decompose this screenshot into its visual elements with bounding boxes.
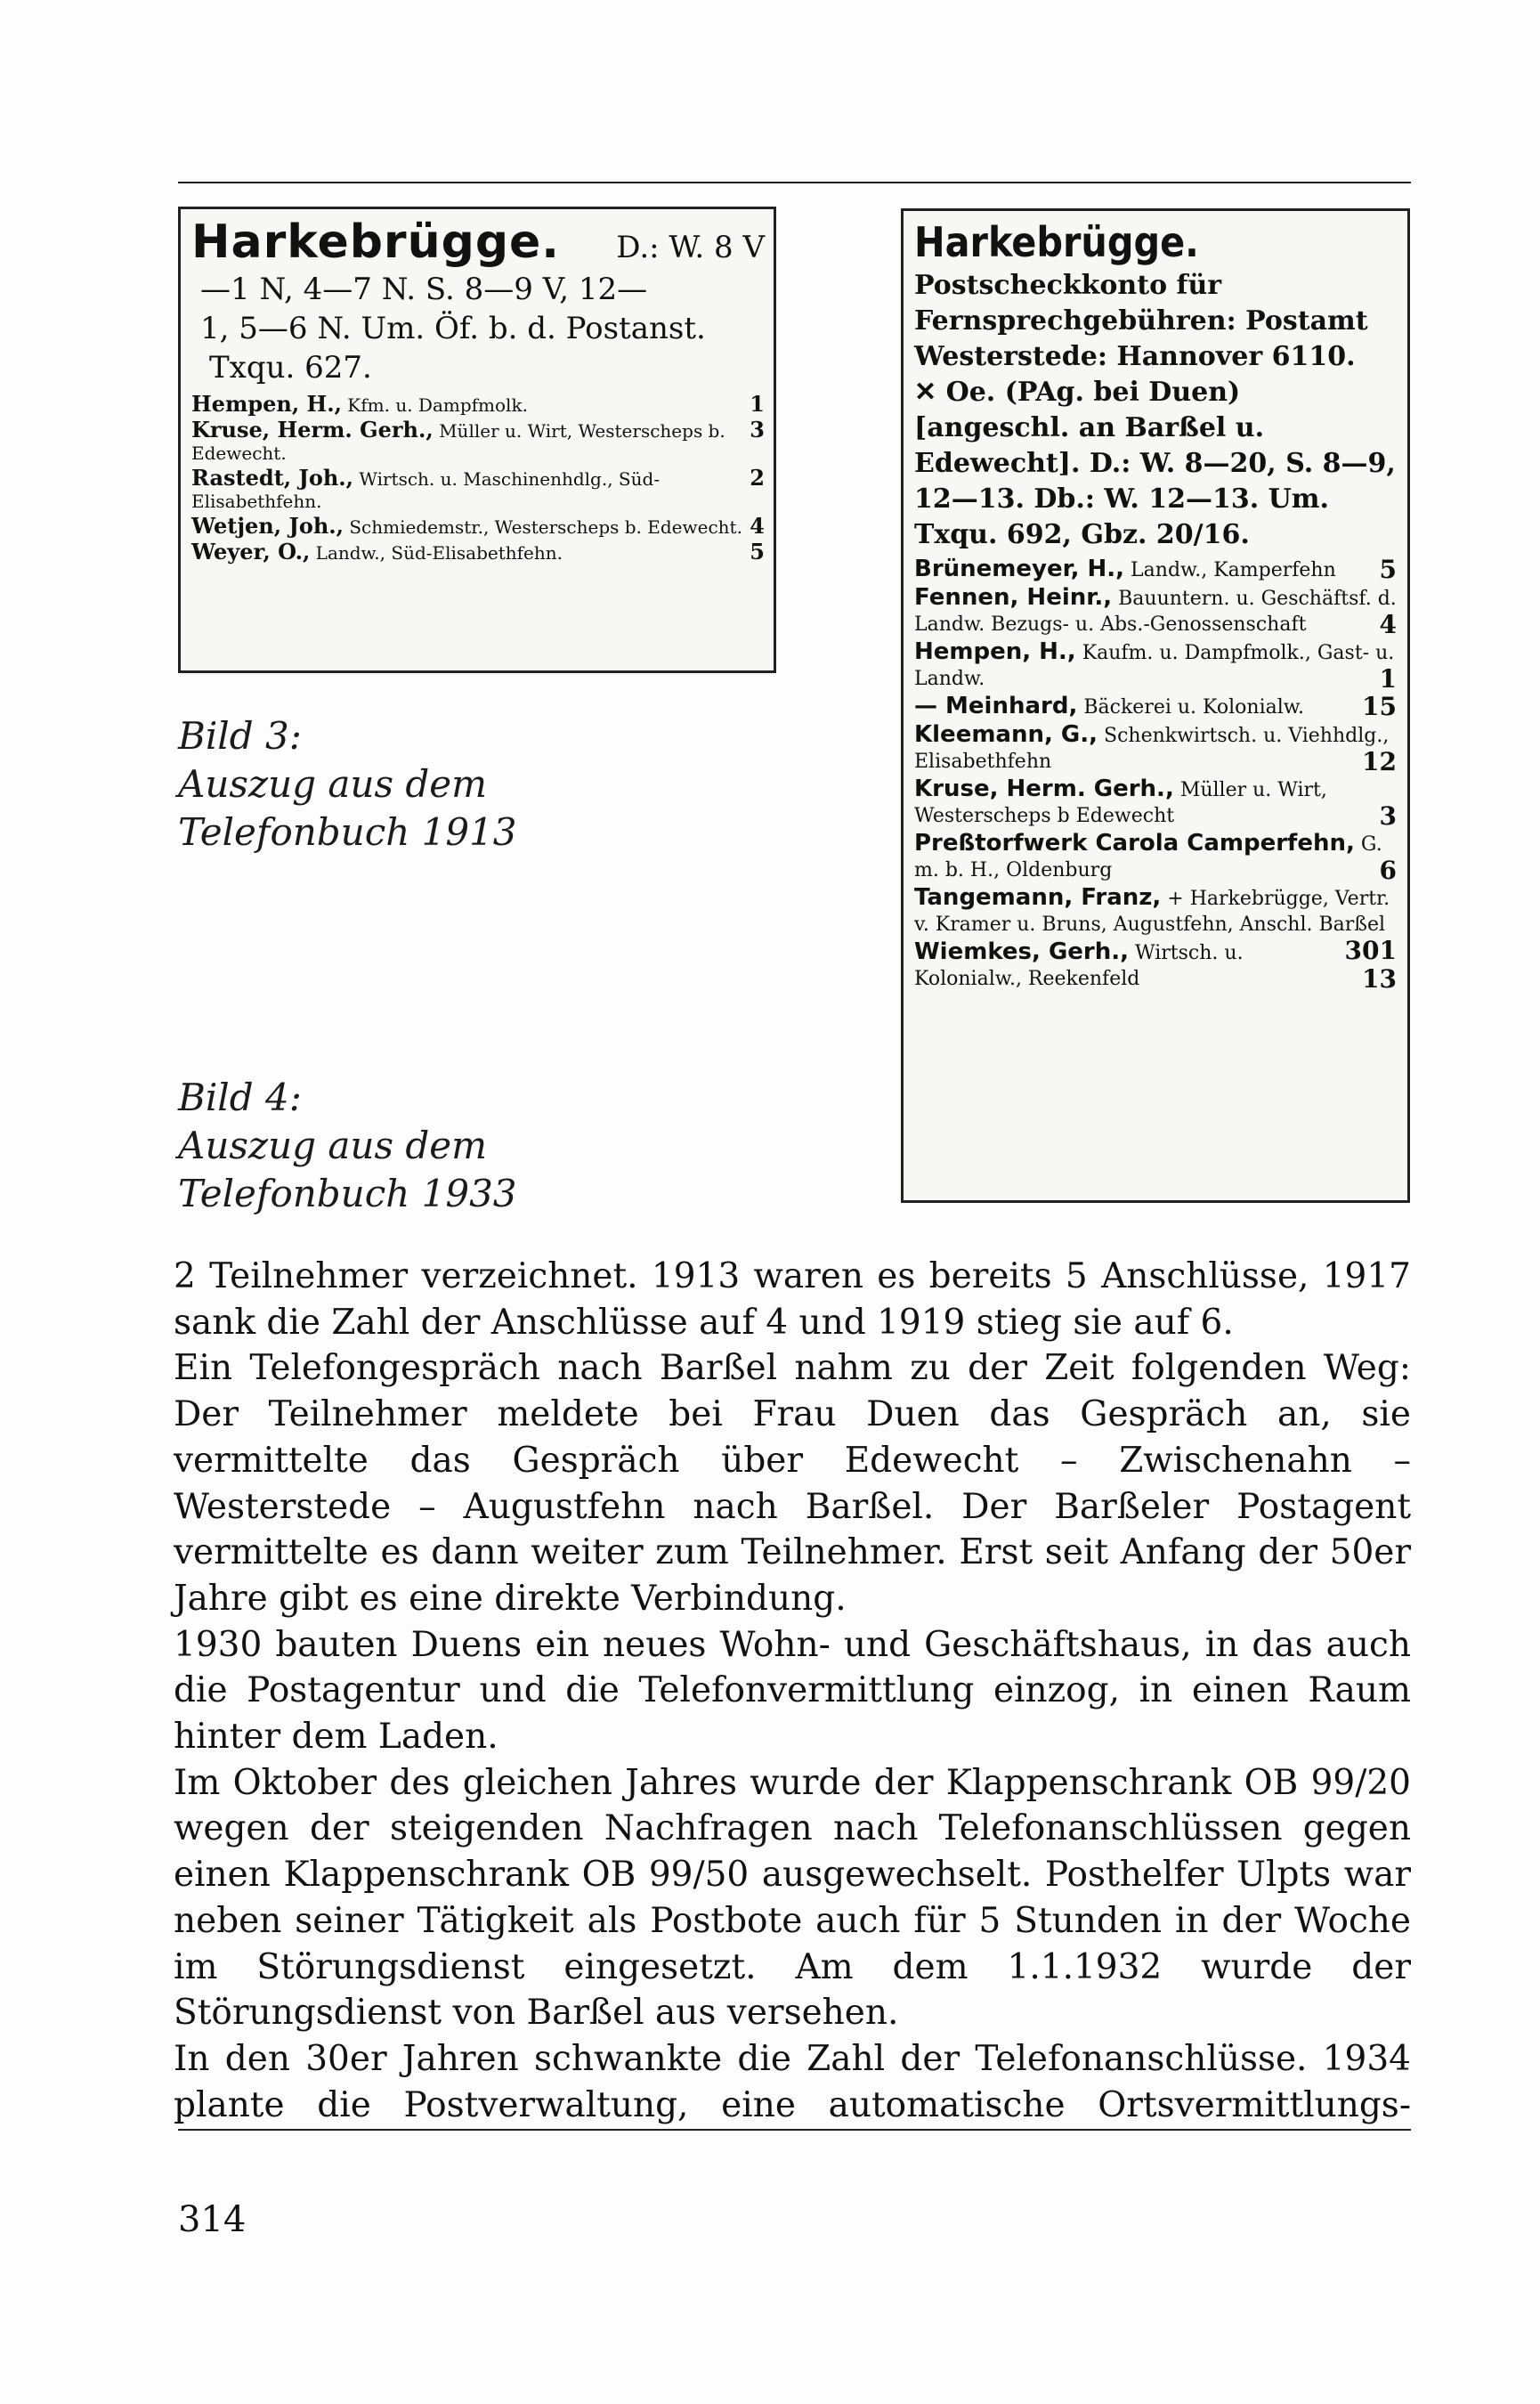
list-item [191, 467, 765, 513]
entry-desc: Wirtsch. u. Kolonialw., Reekenfeld [914, 942, 1244, 990]
list-item [914, 639, 1397, 692]
entry-number: 3 [1379, 801, 1397, 831]
caption-line: Auszug aus dem [178, 1124, 487, 1167]
list-item [914, 694, 1397, 720]
paragraph: Ein Telefongespräch nach Barßel nahm zu der Zeit folgenden Weg: Der Teilnehmer meldete bei Frau Duen das Gespräch an, sie vermittelte das Gespräch über Edewecht – Zwischenahn – Westerstede – Augustfehn nach Barßel. Der Barßeler Postagent vermittelte es dann weiter zum Teilnehmer. Erst seit Anfang der 50er Jahre gibt es eine direkte Verbindung. [174, 1348, 1411, 1619]
clip1-header-line: —1 N, 4—7 N. S. 8—9 V, 12— [200, 272, 648, 307]
entry-name: Kleemann, G., [914, 721, 1098, 748]
clip1-header-line: Txqu. 627. [209, 350, 372, 386]
paragraph: Im Oktober des gleichen Jahres wurde der Klappenschrank OB 99/20 wegen der steigenden Nachfragen nach Telefonanschlüssen gegen einen Klappenschrank OB 99/50 ausgewechselt. Posthelfer Ulpts war neben seiner Tätigkeit als Postbote auch für 5 Stunden in der Woche im Störungsdienst eingesetzt. Am dem 1.1.1932 wurde der Störungsdienst von Barßel aus versehen. [174, 1762, 1411, 2034]
list-item [914, 776, 1397, 829]
list-item [914, 722, 1397, 775]
entry-desc: Schenkwirtsch. u. Viehhdlg., Elisabethfehn [914, 725, 1390, 773]
entry-number: 301 [1344, 936, 1397, 965]
entry-desc: Landw., Süd-Elisabethfehn. [315, 542, 563, 564]
clip1-header-line: 1, 5—6 N. Um. Öf. b. d. Postanst. [200, 311, 706, 346]
entry-number: 12 [1362, 747, 1397, 776]
caption-line: Bild 3: [178, 714, 302, 758]
list-item [191, 515, 765, 539]
list-item [914, 585, 1397, 638]
list-item [191, 418, 765, 465]
caption-bild-4 [178, 1074, 517, 1218]
list-item [914, 831, 1397, 883]
entry-desc: Bäckerei u. Kolonialw. [1083, 696, 1304, 719]
phonebook-1933-clipping [901, 208, 1410, 1203]
entry-desc: Bauuntern. u. Geschäftsf. d. Landw. Bezugs- u. Abs.-Genossenschaft [914, 588, 1397, 636]
entry-number: 1 [1379, 664, 1397, 694]
entry-name: Kruse, Herm. Gerh., [914, 776, 1174, 802]
entry-number: 15 [1362, 692, 1397, 721]
entry-desc: Schmiedemstr., Westerscheps b. Edewecht. [349, 516, 742, 538]
entry-name: Fennen, Heinr., [914, 584, 1113, 611]
caption-line: Auszug aus dem [178, 762, 487, 806]
entry-name: — Meinhard, [914, 693, 1078, 719]
entry-name: Hempen, H., [191, 391, 342, 417]
paragraph: 2 Teilnehmer verzeichnet. 1913 waren es bereits 5 Anschlüsse, 1917 sank die Zahl der Anschlüsse auf 4 und 1919 stieg sie auf 6. [174, 1256, 1411, 1343]
entry-name: Tangemann, Franz, [914, 884, 1162, 911]
caption-bild-3 [178, 712, 517, 857]
caption-line: Telefonbuch 1913 [178, 810, 517, 854]
entry-desc: Wirtsch. u. Maschinenhdlg., Süd-Elisabethfehn. [191, 468, 661, 512]
entry-name: Rastedt, Joh., [191, 465, 354, 491]
entry-name: Brünemeyer, H., [914, 556, 1125, 582]
bottom-rule [178, 2129, 1411, 2131]
page-number: 314 [178, 2199, 247, 2240]
entry-desc: Müller u. Wirt, Westerscheps b. Edewecht. [191, 420, 725, 464]
entry-number: 4 [1379, 610, 1397, 639]
clip1-header-line: D.: W. 8 V [616, 230, 765, 265]
clip2-header-line: Postscheckkonto für Fernsprechgebühren: Postamt Westerstede: Hannover 6110. [914, 270, 1368, 372]
paragraph: 1930 bauten Duens ein neues Wohn- und Geschäftshaus, in das auch die Postagentur und die Telefonvermittlung einzog, in einen Raum hinter dem Laden. [174, 1624, 1411, 1758]
entry-number: 13 [1362, 964, 1397, 994]
list-item [914, 556, 1397, 583]
entry-name: Kruse, Herm. Gerh., [191, 417, 434, 443]
entry-name: Preßtorfwerk Carola Camperfehn, [914, 830, 1355, 857]
list-item [191, 540, 765, 564]
entry-number: 5 [1379, 555, 1397, 584]
paragraph: In den 30er Jahren schwankte die Zahl der Telefonanschlüsse. 1934 plante die Postverwaltung, eine automatische Ortsvermittlungs- [174, 2038, 1411, 2125]
clip2-header-line: ✕ Oe. (PAg. bei Duen) [angeschl. an Barßel u. Edewecht]. D.: W. 8—20, S. 8—9, 12—13. Db.: W. 12—13. Um. Txqu. 692, Gbz. 20/16. [914, 377, 1396, 550]
entry-number: 5 [750, 539, 765, 564]
clip1-title: Harkebrügge. [191, 215, 561, 269]
entry-desc: G. m. b. H., Oldenburg [914, 833, 1382, 881]
entry-number: 1 [750, 391, 765, 417]
top-rule [178, 182, 1411, 183]
entry-number: 2 [750, 465, 765, 491]
entry-number: 4 [750, 513, 765, 539]
entry-desc: Kaufm. u. Dampfmolk., Gast- u. Landw. [914, 642, 1395, 690]
body-text [174, 1254, 1411, 2128]
entry-desc: Müller u. Wirt, Westerscheps b Edewecht [914, 779, 1327, 827]
list-item [191, 393, 765, 417]
entry-name: Wetjen, Joh., [191, 513, 344, 539]
entry-number: 3 [750, 417, 765, 443]
caption-line: Telefonbuch 1933 [178, 1172, 517, 1215]
phonebook-1913-clipping [178, 207, 776, 673]
entry-desc: Kfm. u. Dampfmolk. [347, 394, 528, 416]
entry-number: 6 [1379, 856, 1397, 885]
entry-desc: Landw., Kamperfehn [1131, 559, 1336, 581]
clip1-header [191, 215, 765, 270]
caption-line: Bild 4: [178, 1076, 302, 1119]
entry-name: Wiemkes, Gerh., [914, 938, 1130, 965]
entry-desc: + Harkebrügge, Vertr. v. Kramer u. Bruns, Augustfehn, Anschl. Barßel [914, 888, 1390, 936]
list-item [914, 936, 1397, 994]
clip2-title: Harkebrügge. [914, 218, 1199, 266]
entry-name: Weyer, O., [191, 539, 311, 564]
entry-name: Hempen, H., [914, 638, 1076, 665]
